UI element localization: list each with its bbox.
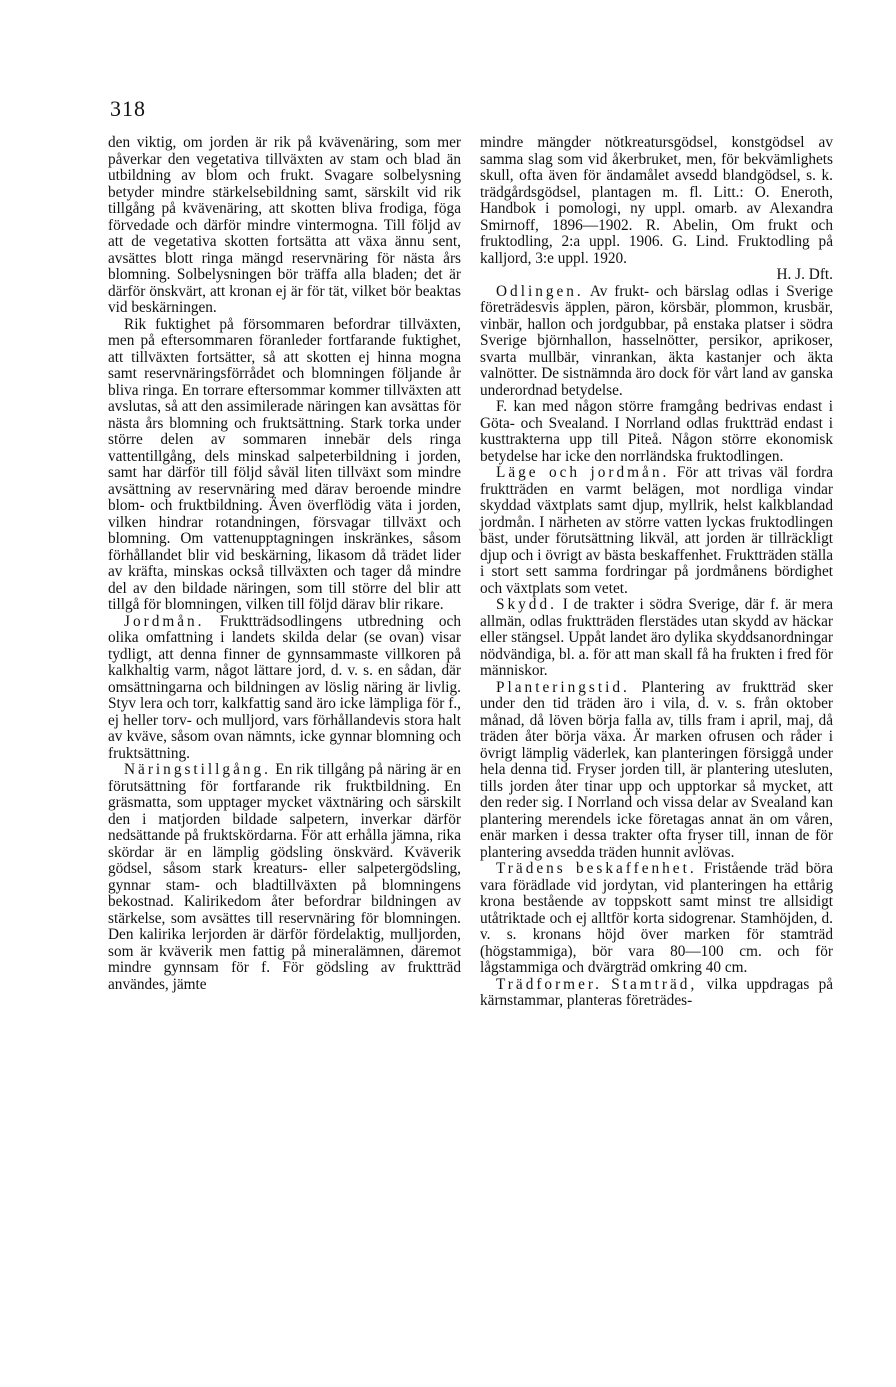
paragraph-text: Plantering av fruktträd sker under den tid träden äro i vila, d. v. s. från oktober månad, då löven börja falla av, tills fram i april, maj, då träden åter börja växa. Är marken ofrusen och råder i övrigt lämplig väderlek, kan planteringen försiggå under hela denna tid. Fryser jorden till, är plantering utesluten, tills jorden åter tinar upp och upptorkar så mycket, att den reder sig. I Norrland och vissa delar av Svealand kan plantering merendels icke företagas annat än om våren, enär marken i dessa trakter ofta fryser till, innan de för plantering avsedda träden hunnit avlövas. (480, 678, 833, 861)
paragraph (480, 977, 833, 1010)
section-heading: Odlingen. (496, 282, 584, 300)
section-heading: Jordmån. (124, 612, 205, 630)
paragraph-text: För att trivas väl fordra fruktträden en varmt belägen, mot nordliga vindar skyddad växtplats samt djup, myllrik, helst kalkblandad jordmån. I närheten av större vatten lyckas fruktodlingen bäst, under förutsättning likväl, att jorden är tillräckligt djup och i övrigt av bästa beskaffenhet. Fruktträden ställa i stort sett samma fordringar på jordmånens bördighet och växtplats som vetet. (480, 464, 833, 597)
sub-heading: Stamträd, (611, 975, 698, 993)
right-column (480, 135, 833, 1010)
paragraph: Rik fuktighet på försommaren befordrar tillväxten, men på eftersommaren föranleder fortfarande fuktighet, att tillväxten fortsätter, så att skotten ej hinna mogna samt reservnäringsförrådet och blomningen följande år bliva ringa. En torrare eftersommar kommer tillväxten att avslutas, så att den assimilerade näringen kan avsättas för nästa års blomning och fruktsättning. Stark torka under större delen av sommaren innebär dels ringa vattentillgång, dels minskad salpeterbildning i jorden, samt har därför till följd såväl liten tillväxt som mindre avsättning av reservnäring med därav beroende mindre blom- och fruktbildning. Även överflödig väta i jorden, vilken hindrar rotandningen, försvagar tillväxt och blomning. Om vattenupptagningen inskränkes, såsom förhållandet blir vid beskärning, likasom då trädet lider av kräfta, minskas också tillväxten och tager då mindre del av den bildade näringen, som till större del blir att tillgå för blomningen, vilken till följd därav blir rikare. (108, 315, 461, 613)
page-number: 318 (110, 96, 146, 121)
paragraph (480, 680, 833, 862)
section-heading: Trädformer. (496, 975, 602, 993)
paragraph: mindre mängder nötkreatursgödsel, konstgödsel av samma slag som vid åkerbruket, men, för bekvämlighets skull, ofta även för ändamålet avsedd blandgödsel, s. k. trädgårdsgödsel, plantagen m. fl. Litt.: O. Eneroth, Handbok i pomologi, ny uppl. omarb. av Alexandra Smirnoff, 1896—1902. R. Abelin, Om frukt och fruktodling, 2:a uppl. 1906. G. Lind. Fruktodling på kalljord, 3:e uppl. 1920. (480, 134, 833, 267)
paragraph-text: Av frukt- och bärslag odlas i Sverige företrädesvis äpplen, päron, körsbär, plommon, krusbär, vinbär, hallon och jordgubbar, på enstaka platser i södra Sverige björnhallon, hasselnötter, persikor, aprikoser, svarta mullbär, vinrankan, äkta kastanjer och äkta valnötter. De sistnämnda äro dock för vårt land av ganska underordnad betydelse. (480, 282, 833, 399)
paragraph (480, 284, 833, 400)
paragraph-text: En rik tillgång på näring är en förutsättning för fortfarande rik fruktbildning. En gräsmatta, som upptager mycket växtnäring och särskilt den i matjorden bildade salpetern, inverkar därför nedsättande på fruktskördarna. För att erhålla jämna, rika skördar är en lämplig gödsling önskvärd. Kväverik gödsel, såsom stark kreaturs- eller salpetergödsling, gynnar stam- och bladtillväxten på blomningens bekostnad. Kalirikedom åter befordrar bildningen av stärkelse, som avsättes till reservnäring för blomningen. Den kalirika lerjorden är därför fördelaktig, mulljorden, som är kväverik men fattig på mineralämnen, däremot mindre gynnsam för f. För gödsling av fruktträd användes, jämte (108, 761, 461, 993)
paragraph (480, 597, 833, 680)
paragraph-text: Fruktträdsodlingens utbredning och olika omfattning i landets skilda delar (se ovan) visar tydligt, att denna finner de gynnsammaste villkoren på kalkhaltig varm, något lättare jord, d. v. s. en sådan, där omsättningarna och bildningen av löslig näring är livlig. Styv lera och torr, kalkfattig sand äro icke lämpliga för f., ej heller torv- och mulljord, vars förhållandevis stora halt av kväve, såsom ovan nämnts, icke gynnar blomning och fruktsättning. (108, 612, 461, 762)
paragraph-text: vilka uppdragas på kärnstammar, planteras företrädes- (480, 975, 834, 1009)
section-heading: Skydd. (496, 596, 557, 613)
left-column (108, 135, 461, 993)
section-heading: Näringstillgång. (124, 761, 271, 778)
paragraph: F. kan med någon större framgång bedrivas endast i Göta- och Svealand. I Norrland odlas fruktträd endast i kusttrakterna upp till Piteå. Någon större ekonomisk betydelse har icke den norrländska fruktodlingen. (480, 398, 833, 465)
paragraph (108, 762, 461, 993)
paragraph: den viktig, om jorden är rik på kvävenäring, som mer påverkar den vegetativa tillväxten av stam och blad än utbildning av blom och frukt. Svagare solbelysning betyder mindre stärkelsebildning samt, särskilt vid rik tillgång på kvävenäring, att skotten bliva frodiga, föga förvedade och därför mindre vintermogna. Till följd av att de vegetativa skotten fortsätta att växa ännu sent, avsättes blott ringa mängd reservnäring för nästa års blomning. Solbelysningen bör träffa alla bladen; det är därför önskvärt, att kronan ej är för tät, vilket bör beaktas vid beskärningen. (108, 134, 461, 316)
paragraph-text: I de trakter i södra Sverige, där f. är mera allmän, odlas fruktträden flerstädes utan skydd av häckar eller stängsel. Uppåt landet äro dylika skyddsanordningar nödvändiga, bl. a. för att man skall få ha frukten i fred för människor. (480, 596, 833, 679)
paragraph-text: Fristående träd böra vara förädlade vid jordytan, vid planteringen ha ettårig krona bestående av toppskott samt minst tre allsidigt utåtriktade och ej alltför korta sidogrenar. Stamhöjden, d. v. s. kronans höjd över marken för stamträd (högstammiga), bör vara 80—100 cm. och för lågstammiga och dvärgträd omkring 40 cm. (480, 860, 833, 976)
section-heading: Trädens beskaffenhet. (496, 860, 697, 877)
paragraph (480, 861, 833, 977)
paragraph (480, 465, 833, 597)
section-heading: Planteringstid. (496, 678, 630, 696)
author-signature: H. J. Dft. (776, 266, 833, 283)
paragraph (108, 614, 461, 763)
section-heading: Läge och jordmån. (496, 464, 670, 481)
